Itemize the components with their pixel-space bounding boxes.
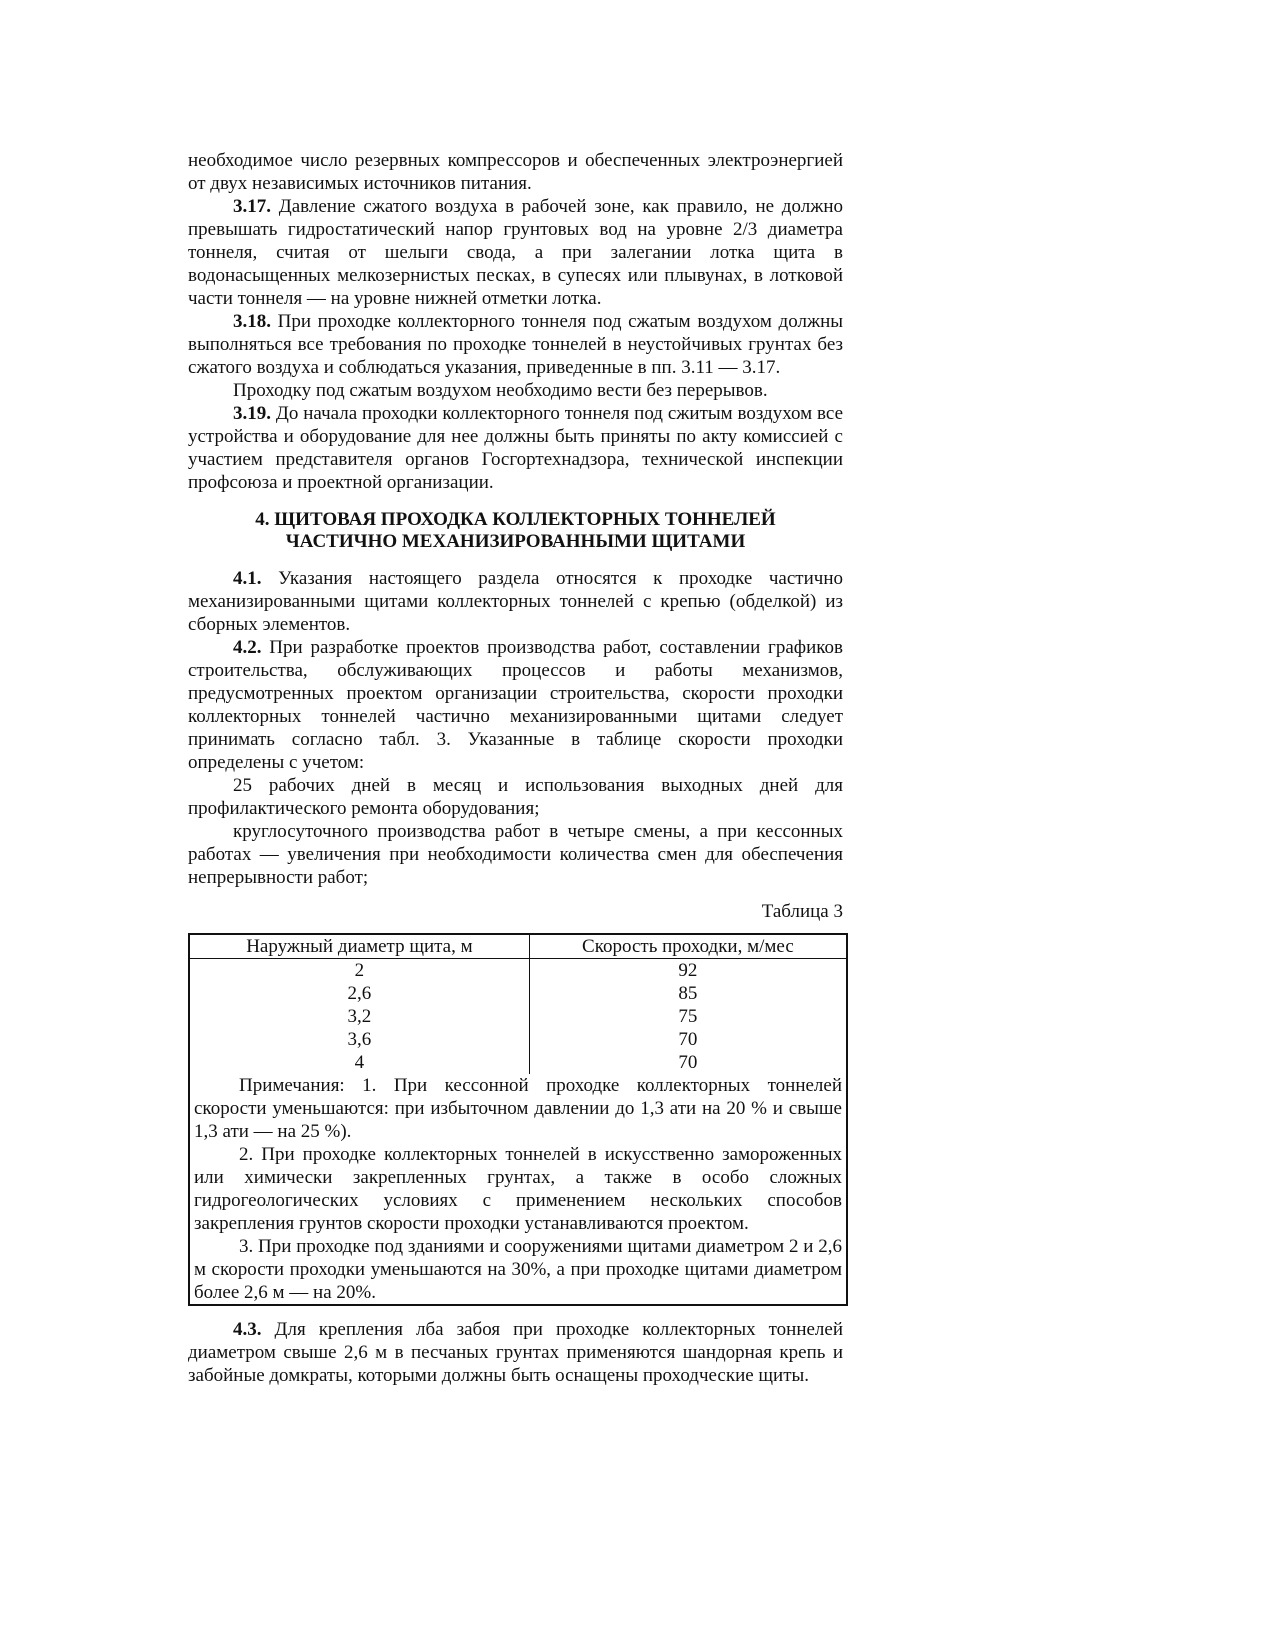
clause-number: 4.2.	[233, 637, 262, 658]
paragraph-4-3	[188, 1318, 843, 1387]
cell-speed: 75	[678, 1006, 698, 1027]
clause-text: При разработке проектов производства работ, составлении графиков строительства, обслуживающих процессов и работы механизмов, предусмотренных проектом организации строительства, скорости проходки коллекторных тоннелей частично механизированными щитами следует принимать согласно табл. 3. Указанные в таблице скорости проходки определены с учетом:	[188, 637, 843, 773]
clause-text: До начала проходки коллекторного тоннеля под сжитым воздухом все устройства и оборудование для нее должны быть приняты по акту комиссией с участием представителя органов Госгортехнадзора, технической инспекции профсоюза и проектной организации.	[188, 403, 843, 493]
section-title-line1: 4. ЩИТОВАЯ ПРОХОДКА КОЛЛЕКТОРНЫХ ТОННЕЛЕЙ	[255, 509, 776, 530]
cell-diameter: 3,6	[189, 1028, 529, 1051]
clause-text: Давление сжатого воздуха в рабочей зоне, как правило, не должно превышать гидростатический напор грунтовых вод на уровне 2/3 диаметра тоннеля, считая от шелыги свода, а при залегании лотка щита в водонасыщенных мелкозернистых песках, в супесях или плывунах, в лотковой части тоннеля — на уровне нижней отметки лотка.	[188, 196, 843, 309]
table-note-2: 2. При проходке коллекторных тоннелей в искусственно замороженных или химически закрепленных грунтах, а также в особо сложных гидрогеологических условиях с применением нескольких способов закрепления грунтов скорости проходки устанавливаются проектом.	[194, 1144, 842, 1234]
section-title-line2: ЧАСТИЧНО МЕХАНИЗИРОВАННЫМИ ЩИТАМИ	[285, 531, 746, 552]
cell-speed: 92	[678, 960, 698, 981]
column-header-diameter: Наружный диаметр щита, м	[189, 934, 529, 959]
paragraph-3-18	[188, 310, 843, 379]
clause-number: 3.17.	[233, 196, 271, 217]
table-row	[189, 1005, 847, 1028]
table-note-3: 3. При проходке под зданиями и сооружениями щитами диаметром 2 и 2,6 м скорости проходки уменьшаются на 30%, а при проходке щитами диаметром более 2,6 м — на 20%.	[194, 1236, 842, 1303]
cell-speed: 85	[678, 983, 698, 1004]
table-3	[188, 933, 848, 1306]
table-notes-row	[189, 1074, 847, 1305]
clause-text: При проходке коллекторного тоннеля под сжатым воздухом должны выполняться все требования по проходке тоннелей в неустойчивых грунтах без сжатого воздуха и соблюдаться указания, приведенные в пп. 3.11 — 3.17.	[188, 311, 843, 378]
column-header-speed: Скорость проходки, м/мес	[529, 934, 847, 959]
clause-number: 3.19.	[233, 403, 271, 424]
cell-diameter: 3,2	[189, 1005, 529, 1028]
cell-speed: 70	[678, 1052, 698, 1073]
clause-text: Указания настоящего раздела относятся к проходке частично механизированными щитами коллекторных тоннелей с крепью (обделкой) из сборных элементов.	[188, 568, 843, 635]
paragraph-4-2	[188, 636, 843, 774]
table-row	[189, 1028, 847, 1051]
cell-diameter: 2	[189, 959, 529, 983]
table-row	[189, 1051, 847, 1074]
clause-text: Для крепления лба забоя при проходке коллекторных тоннелей диаметром свыше 2,6 м в песчаных грунтах применяются шандорная крепь и забойные домкраты, которыми должны быть оснащены проходческие щиты.	[188, 1319, 844, 1386]
clause-number: 4.1.	[233, 568, 262, 589]
table-note-1: Примечания: 1. При кессонной проходке коллекторных тоннелей скорости уменьшаются: при избыточном давлении до 1,3 ати на 20 % и свыше 1,3 ати — на 25 %).	[194, 1075, 842, 1142]
cell-diameter: 2,6	[189, 982, 529, 1005]
clause-number: 3.18.	[233, 311, 271, 332]
section-4-heading	[188, 509, 843, 553]
paragraph-3-19	[188, 402, 843, 494]
paragraph-3-18-extra: Проходку под сжатым воздухом необходимо вести без перерывов.	[233, 380, 768, 401]
cell-speed: 70	[678, 1029, 698, 1050]
table-row	[189, 959, 847, 983]
intro-paragraph: необходимое число резервных компрессоров и обеспеченных электроэнергией от двух независимых источников питания.	[188, 150, 843, 194]
paragraph-4-2-item2: круглосуточного производства работ в четыре смены, а при кессонных работах — увеличения при необходимости количества смен для обеспечения непрерывности работ;	[188, 821, 843, 888]
paragraph-3-17	[188, 195, 843, 310]
paragraph-4-1	[188, 567, 843, 636]
table-notes	[189, 1074, 847, 1305]
clause-number: 4.3.	[233, 1319, 262, 1340]
table-caption: Таблица 3	[761, 901, 843, 922]
document-page	[188, 149, 843, 1387]
table-header-row	[189, 934, 847, 959]
cell-diameter: 4	[189, 1051, 529, 1074]
paragraph-4-2-item1: 25 рабочих дней в месяц и использования выходных дней для профилактического ремонта оборудования;	[188, 775, 843, 819]
table-row	[189, 982, 847, 1005]
